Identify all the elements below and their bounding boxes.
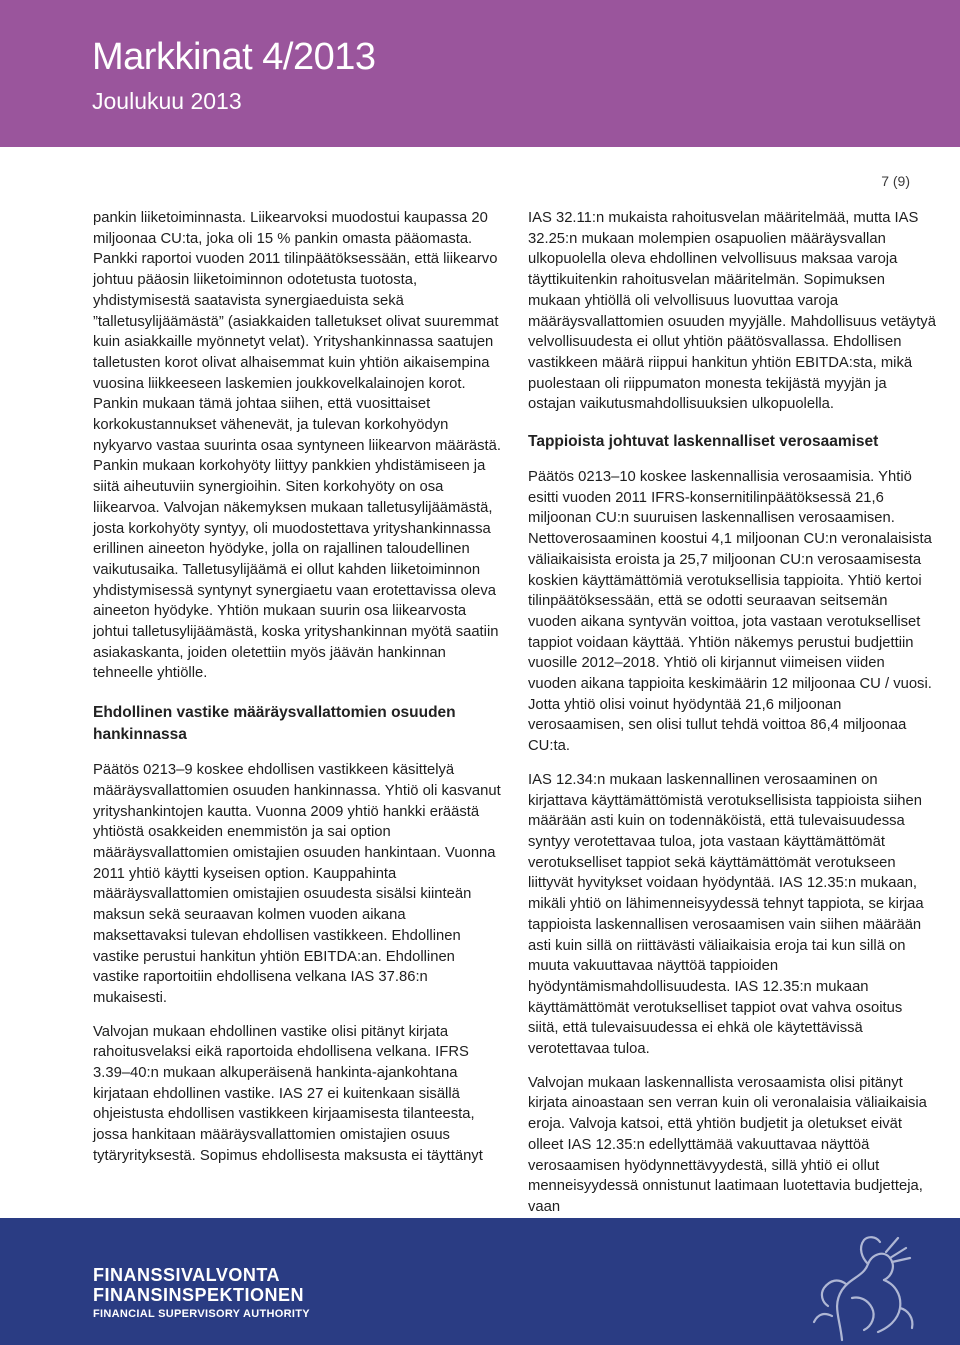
- left-paragraph-1: pankin liiketoiminnasta. Liikearvoksi muodostui kaupassa 20 miljoonaa CU:ta, joka oli 15 % pankin omasta pääomasta. Pankki raportoi vuoden 2011 tilinpäätöksessään, että liikearvo johtuu pääosin liiketoiminnon odotetusta tuotosta, yhdistymisestä saatavista synergiaeduista sekä ”talletusylijäämästä” (asiakkaiden talletukset olivat suuremmat kuin asiakkaille myönnetyt velat). Yrityshankinnassa saatujen talletusten korot olivat alhaisemmat kuin yhtiön aikaisempina vuosina liikkeeseen laskemien joukkovelkalainojen korot. Pankin mukaan tämä johtaa siihen, että vuosittaiset korkokustannukset vähenevät, ja tulevan korkohyödyn nykyarvo vastaa suurinta osaa syntyneen liikearvon määrästä. Pankin mukaan korkohyöty liittyy pankkien yhdistämiseen ja siitä aiheutuviin synergioihin. Siten korkohyöty on osa liikearvoa. Valvojan näkemyksen mukaan talletusylijäämästä, josta korkohyöty syntyy, oli muodostettava yrityshankinnassa erillinen aineeton hyödyke, jolla on rajallinen taloudellinen vaikutusaika. Talletusylijäämä ei ollut kahden liiketoiminnon yhdistymisessä syntynyt synergiaetu vaan erotettavissa oleva aineeton hyödyke. Yhtiön mukaan suurin osa liikearvosta johtui talletusylijäämästä, koska yrityshankinnan myötä saatiin asiakaskanta, joiden oletettiin myös jäävän hankinnan tehneelle yhtiölle.: [93, 210, 501, 682]
- section-heading-contingent-consideration: Ehdollinen vastike määräysvallattomien osuuden hankinnassa: [93, 704, 456, 744]
- right-column: [528, 208, 936, 1218]
- left-paragraph-3: Valvojan mukaan ehdollinen vastike olisi pitänyt kirjata rahoitusvelaksi eikä raportoida ehdollisena velkana. IFRS 3.39–40:n mukaan alkuperäisenä hankinta-ajankohtana kirjataan ehdollinen vastike. IAS 27 ei kuitenkaan sisällä ohjeistusta ehdollisen vastikkeen kirjaamisesta tilanteesta, jossa hankitaan määräysvallattomien omistajien osuus tytäryrityksestä. Sopimus ehdollisesta maksusta ei täyttänyt: [93, 1023, 483, 1164]
- authority-logo-text: [93, 1265, 310, 1321]
- left-column: [93, 208, 501, 1167]
- left-paragraph-2: Päätös 0213–9 koskee ehdollisen vastikkeen käsittelyä määräysvallattomien osuuden hankinnassa. Yhtiö oli kasvanut yrityshankintojen kautta. Vuonna 2009 yhtiö hankki eräästä yhtiöstä osakkeiden enemmistön ja sai option määräysvallattomien omistajien osuuden hankintaan. Vuonna 2011 yhtiö käytti kyseisen option. Kauppahinta määräysvallattomien omistajien osuudesta sisälsi kiinteän maksun sekä seuraavan kolmen vuoden aikana maksettavaksi tulevan ehdollisen vastikkeen. Ehdollinen vastike perustui hankitun yhtiön EBITDA:an. Ehdollinen vastike raportoitiin ehdollisena velkana IAS 37.86:n mukaisesti.: [93, 762, 501, 1006]
- publication-date: Joulukuu 2013: [92, 88, 242, 114]
- brand-english: FINANCIAL SUPERVISORY AUTHORITY: [93, 1308, 310, 1320]
- lion-emblem-icon: [802, 1228, 920, 1344]
- brand-finnish: FINANSSIVALVONTA: [93, 1265, 280, 1285]
- page-footer: [0, 1218, 960, 1345]
- right-paragraph-2: Päätös 0213–10 koskee laskennallisia verosaamisia. Yhtiö esitti vuoden 2011 IFRS-konsernitilinpäätöksessä 21,6 miljoonan CU:n suuruisen laskennallisen verosaamisen. Nettoverosaaminen koostui 4,1 miljoonan CU:n veronalaisista väliaikaisista eroista ja 25,7 miljoonan CU:n verosaamisesta koskien käyttämättömiä verotuksellisia tappioita. Yhtiö kertoi tilinpäätöksessään, että se odotti seuraavan seitsemän vuoden aikana syntyvän voittoa, jota vastaan verotukselliset tappiot voidaan käyttää. Yhtiön näkemys perustui budjettiin vuosille 2012–2018. Yhtiö oli kirjannut viimeisen viiden vuoden aikana tappioita keskimäärin 12 miljoonaa CU / vuosi. Jotta yhtiö olisi voinut hyödyntää 21,6 miljoonan verosaamisen, sen olisi tullut tehdä voittoa 86,4 miljoonaa CU:ta.: [528, 469, 932, 755]
- page-number: 7 (9): [881, 173, 910, 189]
- page-header: [0, 0, 960, 147]
- right-paragraph-1: IAS 32.11:n mukaista rahoitusvelan määritelmää, mutta IAS 32.25:n mukaan molempien osapuolien määräysvallan ulkopuolella oleva ehdollinen velvollisuus maksaa varoja täyttikuitenkin rahoitusvelan määritelmän. Sopimuksen mukaan yhtiöllä oli velvollisuus luovuttaa varoja määräysvallattomien osuuden myyjälle. Mahdollisuus vetäytyä velvollisuudesta ei ollut yhtiön päätösvallassa. Ehdollisen vastikkeen määrä riippui hankitun yhtiön EBITDA:sta, mikä puolestaan oli riippumaton monesta tekijästä myyjän ja ostajan vaikutusmahdollisuuksien ulkopuolella.: [528, 210, 936, 413]
- right-paragraph-3: IAS 12.34:n mukaan laskennallinen verosaaminen on kirjattava käyttämättömistä verotuksellisista tappioista siihen määrään asti kuin on todennäköistä, että tulevaisuudessa syntyy verotettavaa tuloa, jota vastaan käyttämättömät verotukselliset tappiot sekä käyttämättömät verotukseen liittyvät hyvitykset voidaan hyödyntää. IAS 12.35:n mukaan, mikäli yhtiö on lähimenneisyydessä tehnyt tappiota, se kirjaa tappioista laskennallisen verosaamisen vain siihen määrään asti kuin sillä on riittävästi väliaikaisia eroja tai kun sillä on muuta vakuuttavaa näyttöä tappioiden hyödyntämismahdollisuudesta. IAS 12.35:n mukaan käyttämättömät verotukselliset tappiot ovat vahva osoitus siitä, että tulevaisuudessa ei ehkä ole käytettävissä verotettavaa tuloa.: [528, 771, 924, 1058]
- publication-title: Markkinat 4/2013: [92, 36, 376, 78]
- right-paragraph-4: Valvojan mukaan laskennallista verosaamista olisi pitänyt kirjata ainoastaan sen verran kuin oli veronalaisia väliaikaisia eroja. Valvoja katsoi, että yhtiön budjetit ja oletukset eivät olleet IAS 12.35:n edellyttämää vakuuttavaa näyttöä verosaamisen hyödynnettävyydestä, sillä yhtiö ei ollut menneisyydessä onnistunut laatimaan luotettavia budjetteja, vaan: [528, 1074, 927, 1215]
- section-heading-deferred-tax-assets: Tappioista johtuvat laskennalliset verosaamiset: [528, 433, 879, 451]
- brand-swedish: FINANSINSPEKTIONEN: [93, 1285, 305, 1305]
